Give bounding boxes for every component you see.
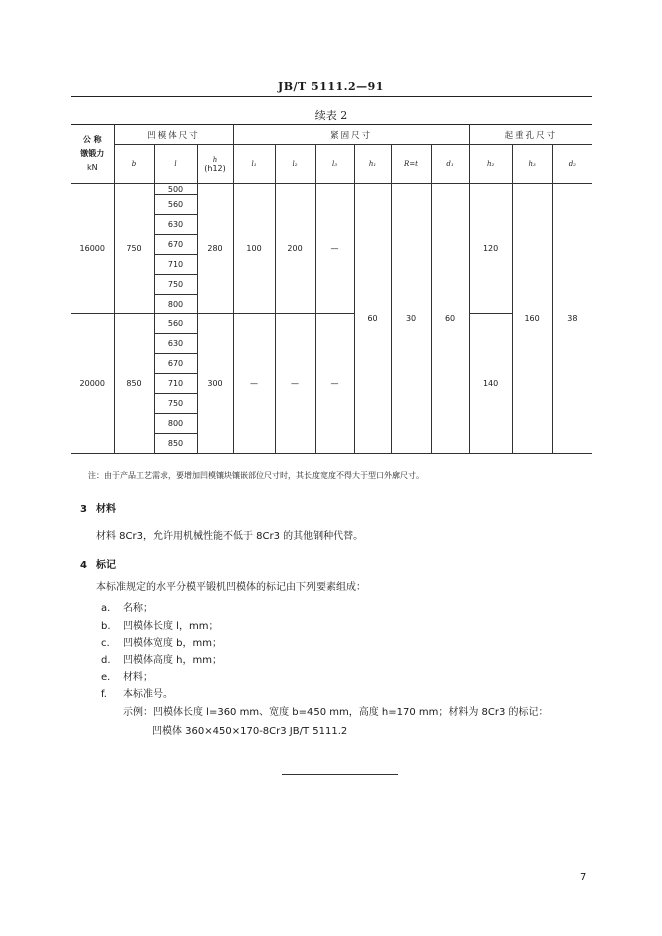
list-item: [101, 599, 153, 614]
page-number: 7: [580, 872, 587, 883]
cell-b-750: 750: [114, 184, 154, 314]
list-item-text: 凹模体长度 l，mm；: [123, 621, 219, 632]
header-h1: h₁: [354, 145, 391, 184]
header-force-line2: 镦锻力: [80, 149, 105, 158]
cell-l: 710: [154, 255, 197, 275]
cell-h-300: 300: [197, 314, 233, 454]
cell-l: 560: [154, 195, 197, 215]
header-rule: [71, 96, 592, 97]
marking-example: 示例：凹模体长度 l=360 mm、宽度 b=450 mm，高度 h=170 mm；材料为 8Cr3 的标记：: [123, 707, 549, 718]
cell-r-shared: 30: [391, 184, 431, 454]
section-4-title: 标记: [96, 560, 116, 571]
cell-l: 630: [154, 334, 197, 354]
header-lifting-hole-dimensions: 起重孔尺寸: [469, 125, 592, 145]
list-item-text: 凹模体宽度 b，mm；: [123, 638, 223, 649]
header-h2: h₂: [469, 145, 512, 184]
section-4-number: 4: [80, 560, 87, 571]
cell-l: 750: [154, 275, 197, 295]
list-item-text: 本标准号。: [123, 689, 173, 700]
section-3-number: 3: [80, 504, 87, 515]
header-die-dimensions: 凹模体尺寸: [114, 125, 233, 145]
cell-l3-row2: —: [315, 314, 354, 454]
header-h3: h₃: [512, 145, 552, 184]
cell-l: 670: [154, 354, 197, 374]
list-item: [101, 651, 222, 666]
cell-force-20000: 20000: [71, 314, 114, 454]
header-b: b: [114, 145, 154, 184]
cell-l: 850: [154, 434, 197, 454]
header-d1: d₁: [431, 145, 469, 184]
header-l: l: [154, 145, 197, 184]
cell-b-850: 850: [114, 314, 154, 454]
cell-l2-row1: 200: [275, 184, 315, 314]
list-item-text: 凹模体高度 h，mm；: [123, 655, 222, 666]
header-fastening-dimensions: 紧固尺寸: [233, 125, 469, 145]
cell-h1-shared: 60: [354, 184, 391, 454]
cell-l: 750: [154, 394, 197, 414]
list-item-label: d.: [101, 655, 111, 666]
cell-l1-row1: 100: [233, 184, 275, 314]
table-note: 注：由于产品工艺需求，要增加凹模镶块镶嵌部位尺寸时，其长度宽度不得大于型口外廓尺寸。: [88, 471, 424, 480]
section-4-intro: 本标准规定的水平分模平锻机凹模体的标记由下列要素组成：: [96, 582, 366, 593]
die-dimension-table: [71, 124, 592, 454]
list-item-label: b.: [101, 621, 111, 632]
list-item-label: c.: [101, 638, 110, 649]
list-item-text: 名称；: [123, 603, 153, 614]
section-3-title: 材料: [96, 504, 116, 515]
section-3-text: 材料 8Cr3，允许用机械性能不低于 8Cr3 的其他钢种代替。: [96, 531, 364, 542]
cell-d1-shared: 60: [431, 184, 469, 454]
document-header: JB/T 5111.2—91: [278, 80, 384, 93]
list-item-text: 材料；: [123, 672, 153, 683]
cell-h2-140: 140: [469, 314, 512, 454]
section-3-heading: [80, 500, 116, 515]
marking-example-result: 凹模体 360×450×170-8Cr3 JB/T 5111.2: [152, 726, 348, 737]
header-h-symbol: h: [212, 155, 218, 164]
cell-force-16000: 16000: [71, 184, 114, 314]
cell-l3-row1: —: [315, 184, 354, 314]
list-item-label: e.: [101, 672, 111, 683]
section-4-heading: [80, 556, 116, 571]
header-force-line1: 公 称: [82, 135, 102, 144]
list-item-label: a.: [101, 603, 111, 614]
cell-l: 800: [154, 295, 197, 314]
end-rule: [282, 774, 398, 775]
cell-h-280: 280: [197, 184, 233, 314]
header-l3: l₃: [315, 145, 354, 184]
cell-l: 560: [154, 314, 197, 334]
list-item: [101, 685, 173, 700]
list-item-label: f.: [101, 689, 107, 700]
cell-l1-row2: —: [233, 314, 275, 454]
cell-l: 710: [154, 374, 197, 394]
cell-h3-shared: 160: [512, 184, 552, 454]
cell-d2-shared: 38: [552, 184, 592, 454]
header-l2: l₂: [275, 145, 315, 184]
cell-l: 800: [154, 414, 197, 434]
header-d2: d₂: [552, 145, 592, 184]
list-item: [101, 634, 222, 649]
cell-l: 670: [154, 235, 197, 255]
cell-l2-row2: —: [275, 314, 315, 454]
header-force-unit: kN: [86, 163, 98, 172]
header-l1: l₁: [233, 145, 275, 184]
header-h: [197, 145, 233, 184]
table-caption: 续表 2: [314, 109, 348, 122]
header-r: R=t: [391, 145, 431, 184]
cell-l: 500: [154, 184, 197, 195]
cell-h2-120: 120: [469, 184, 512, 314]
header-h-tolerance: (h12): [204, 163, 226, 173]
header-force: [71, 125, 114, 184]
list-item: [101, 617, 218, 632]
list-item: [101, 668, 153, 683]
cell-l: 630: [154, 215, 197, 235]
